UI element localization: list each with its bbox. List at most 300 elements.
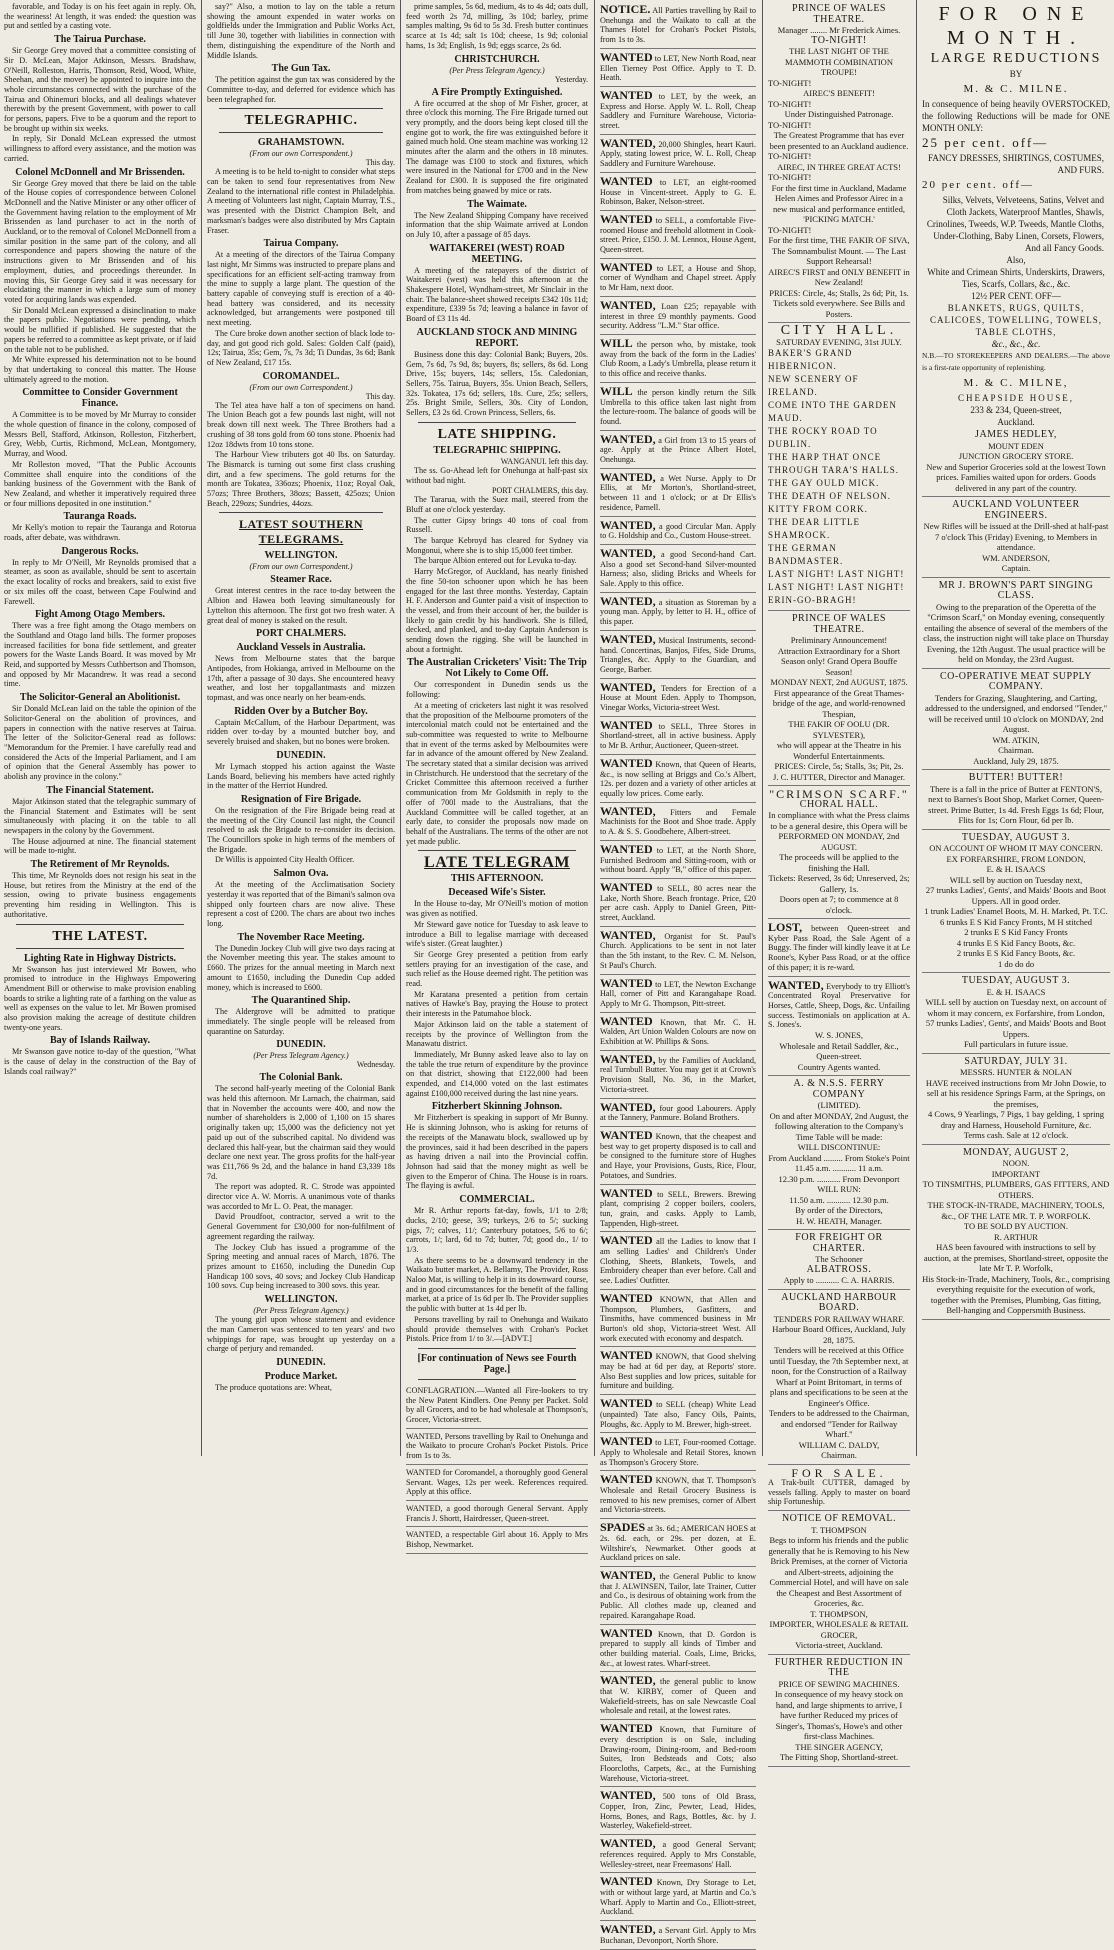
ad-head: WANTED, [600, 1922, 656, 1937]
section-heading-late-shipping: LATE SHIPPING. [437, 426, 557, 442]
ad-line: PRICES: Circle, 4s; Stalls, 2s 6d; Pit, 1s. Tickets sold everywhere. See Bills and Posters. [769, 287, 909, 319]
ad-head: WANTED [600, 879, 653, 894]
ad-line: TO TINSMITHS, PLUMBERS, GAS FITTERS, AND OTHERS. [922, 1179, 1110, 1200]
ad-head: WANTED, [600, 593, 656, 608]
display-ad-volunteer [922, 498, 1110, 578]
ad-head: WANTED [600, 1290, 653, 1305]
ad-line: Auckland. [997, 417, 1035, 427]
ad-body: the general public to know that W. KIRBY, corner of Queen and Wakefield-streets, has on sale Newcastle Coal wholesale and retail, at the lowest rates. [600, 1677, 757, 1716]
ad-line: Terms cash. Sale at 12 o'clock. [963, 1130, 1069, 1140]
ad-line: In compliance with what the Press claims to be a general desire, this Opera will be PERFORMED ON MONDAY, 2nd AUGUST. [768, 810, 910, 852]
ad-line: THE DEAR LITTLE SHAMROCK. [768, 517, 860, 540]
ad-head: WANTED [600, 841, 653, 856]
classified-ad [600, 1520, 756, 1567]
ad-line: 25 per cent. off— [922, 135, 1049, 150]
ad-line: BY [1009, 69, 1023, 79]
classified-ad [600, 718, 756, 755]
ad-head: WANTED, [600, 1099, 656, 1114]
article-paragraph: Mr Swanson gave notice to-day of the question, "What is the cause of delay in the construction of the Bay of Islands coal railway?" [4, 1047, 196, 1076]
ad-body: to LET, by the week, an Express and Horse. Apply W. L. Roll, Cheap Saddlery and Furniture Warehouse, Victoria-street. [600, 91, 756, 131]
classified-ad [600, 1626, 756, 1673]
ad-head: LOST, [768, 920, 803, 934]
ad-head: WANTED [600, 211, 653, 226]
ad-line: Victoria-street, Auckland. [795, 1640, 883, 1651]
display-ad-monday [922, 1146, 1110, 1320]
ad-body: Organist for St. Paul's Church. Applications to be sent in not later than the 5th instant, to the Rev. C. M. Nelson, St Paul's Church. [600, 931, 756, 970]
classified-ad [600, 260, 756, 297]
article-paragraph: Mr Rolleston moved, "That the Public Accounts Committee shall enquire into the conditions of the banking business of the Government with the Bank of New Zealand, and whether it imperatively required three or four millions deposited in one institution." [4, 459, 196, 508]
ad-line: Apply to ........... C. A. HARRIS. [783, 1275, 895, 1286]
column-2 [203, 0, 399, 1456]
divider [418, 850, 576, 851]
divider [16, 924, 184, 925]
ad-body: a good General Servant; references required. Apply to Mrs Constable, Wellesley-street, near Freemasons' Hall. [600, 1840, 756, 1869]
ad-head: WANTED, [600, 1568, 656, 1582]
ad-line: THE HARP THAT ONCE THROUGH TARA'S HALLS. [768, 452, 899, 475]
classified-ad [600, 1788, 756, 1835]
ad-title: CO-OPERATIVE MEAT SUPPLY COMPANY. [940, 670, 1092, 692]
ad-line: BLANKETS, RUGS, QUILTS, CALICOES, TOWELLING, TOWELS, TABLE CLOTHS, [929, 303, 1103, 337]
ad-line: 4 trunks E S Kid Fancy Boots, &c. [956, 937, 1076, 948]
classified-ad [600, 470, 756, 517]
classified-ad [600, 680, 756, 717]
ad-line: H. W. HEATH, Manager. [796, 1215, 882, 1226]
theatre-ad-prince-of-wales-2 [768, 612, 910, 786]
article-heading: A Fire Promptly Extinguished. [431, 86, 563, 98]
ad-line: 4 Cows, 9 Yearlings, 7 Pigs, 1 bay gelding, 1 spring dray and Harness, Household Furniture, &c. [928, 1109, 1104, 1130]
ad-body: the person kindly return the Silk Umbrella to this office taken last night from the lecture-room. The balance of goods will be found. [600, 387, 756, 426]
classified-ad [600, 1922, 756, 1949]
ad-body: Known, that D. Gordon is prepared to supply all kinds of Timber and other building material. Coals, Lime, Bricks, &c., at lowest rates. Wharf-street. [600, 1629, 757, 1668]
display-ad-tuesday2 [922, 974, 1110, 1054]
ad-line: 11.50 a.m. ........... 12.30 p.m. [789, 1194, 889, 1205]
article-heading: Ridden Over by a Butcher Boy. [234, 705, 368, 717]
ad-line: Doors open at 7; to commence at 8 o'clock. [779, 894, 899, 915]
ad-line: 6 trunks E S Kid Fancy Fronts, M H stitched [939, 916, 1093, 927]
ad-body: WANTED, Persons travelling by Rail to Onehunga and the Waikato to procure Crohan's Pocket Pistols. Price from 1s to 3s. [406, 1431, 588, 1461]
ad-line: 20 per cent. off— [922, 179, 1034, 191]
display-ad-saturday [922, 1055, 1110, 1145]
column-rule [594, 0, 595, 1456]
divider [219, 132, 383, 133]
ad-head: WANTED [600, 755, 653, 770]
classified-ad [600, 432, 756, 469]
ad-body: KNOWN, that T. Thompson's Wholesale and Retail Grocery Business is removed to his new premises, corner of Albert and Victoria-streets. [600, 1476, 756, 1515]
article-paragraph: Mr Karatana presented a petition from certain natives of Hawke's Bay, praying the House to protect their interests in the Patumahoe block. [406, 989, 588, 1019]
article-paragraph: Persons travelling by rail to Onehunga and Waikato should provide themselves with Crohan's Pocket Pistols. Price from 1/ to 3/.—[ADVT.] [406, 1314, 588, 1344]
ad-title: A. & N.S.S. FERRY COMPANY [793, 1078, 885, 1100]
article-paragraph: The Tel atea have half a ton of specimens on hand. The Union Beach got a few pounds last night, will not break down till next week. The Three Brothers had a crushing of 38 tons gold from 60 tons stone. Phoenix had 12oz 18dwts from 10 tons stone. [207, 400, 395, 449]
ad-line: THE DEATH OF NELSON. [768, 491, 891, 501]
article-paragraph: Business done this day: Colonial Bank; Buyers, 20s. Gem, 7s 6d, 7s 9d, 8s; buyers, 8s; sellers, 8s 6d. Long Drive, 15s; buyers, 14s; sellers, 15s. Caledonian, Sellers, 75s. Tairua, Buyers, 35s. Union Beach, Sellers, 32s. Tokatea, 17s 6d; sellers, 18s. Cure, 25s; sellers, 25s. Bright Smile, Sellers, 30s. City of London, Sellers, £3 2s 6d. Crown Princess, Sellers, 6s. [406, 349, 588, 418]
display-ad-tuesday [922, 831, 1110, 974]
article-heading: Fitzherbert Skinning Johnson. [431, 1101, 563, 1113]
article-paragraph: say?" Also, a motion to lay on the table a return showing the amount expended in water works on goldfields under the Immigration and Public Works Act, till June 30, together with liabilities in connection with them, distinguishing the expenditure of the North and Middle Islands. [207, 2, 395, 60]
classified-ad [406, 1528, 588, 1553]
ad-line: From Auckland ......... From Stoke's Point [768, 1152, 910, 1163]
article-paragraph: Mr Fitzherbert is speaking in support of Mr Bunny. He is skinning Johnson, who is asking for returns of the receipts of the Manawatu block, swallowed up by the provinces, said it had been described in the papers as having driven a nail into the Provincial coffin. Johnson had said that the money might as well be given to the Emperor of China. The House is in roars. The flaying is awful. [406, 1113, 588, 1191]
section-heading-telegraphic: TELEGRAPHIC. [244, 113, 358, 129]
classified-ad-lost [768, 920, 910, 977]
column-rule [400, 0, 401, 1456]
ad-title: PRINCE OF WALES THEATRE. [792, 613, 886, 635]
ad-line: ON ACCOUNT OF WHOM IT MAY CONCERN. [929, 843, 1103, 853]
ad-body: Known, that Furniture of every description is on Sale, including Drawing-room, Dining-room, and Bed-room Suites, Iron Bedsteads and Cots; also Floorcloths, Carpets, &c., at the Furnishing Warehouse, Victoria-street. [600, 1725, 756, 1783]
ad-line: Chairman. [998, 745, 1034, 755]
classified-ad [600, 1874, 756, 1921]
article-heading: AUCKLAND STOCK AND MINING REPORT. [416, 326, 578, 349]
ad-title: NOTICE OF REMOVAL. [781, 1513, 897, 1525]
classified-ad [600, 50, 756, 87]
ad-body: 20,000 Shingles, heart Kauri. Apply, stating lowest price, W. L. Roll, Cheap Saddlery and Furniture Warehouse. [600, 139, 756, 169]
ad-line: Chairman. [821, 1450, 857, 1461]
ad-line: WILLIAM C. DALDY, [798, 1439, 880, 1450]
ad-line: Country Agents wanted. [797, 1061, 881, 1072]
classified-ad [768, 978, 910, 1077]
ad-body: four good Labourers. Apply at the Tannery, Panmure. Boland Brothers. [600, 1103, 756, 1123]
ad-head: WANTED [600, 975, 653, 990]
ad-head: WANTED, [600, 631, 656, 646]
article-heading: Lighting Rate in Highway Districts. [24, 952, 176, 964]
ad-line: Under Distinguished Patronage. [784, 109, 894, 119]
ad-head: WANTED, [768, 977, 824, 992]
ad-head: WANTED [600, 87, 653, 102]
classified-ad [600, 1396, 756, 1433]
article-paragraph: Harry McGregor, of Auckland, has nearly finished the fine 50-ton schooner upon which he has been engaged for the last three months. Yesterday, Captain H. F. Anderson and Gunter paid a visit of inspection to the vessel, and from their account of her, the builder is likely to gain credit by his handiwork. She is filled, decked, and planked, and to-day Captain Anderson is sending down the rigging. She will be launched in about a fortnight. [406, 567, 588, 654]
ad-head: WANTED [600, 1233, 653, 1248]
ad-line: Harbour Board Offices, Auckland, July 28, 1875. [772, 1324, 906, 1345]
dateline-day: Wednesday. [356, 1060, 395, 1070]
ad-body: a situation as Storeman by a young man. Apply, by letter to H. H., office of this paper. [600, 597, 756, 627]
dateline: (From our own Correspondent.) [249, 149, 353, 159]
ad-head: WANTED [600, 259, 653, 274]
ad-body: KNOWN, that Good shelving may be had at 6d per day, at Reports' store. Also Best supplies and low prices, suitable for furniture and building. [600, 1352, 756, 1391]
article-heading: The Financial Statement. [46, 784, 154, 796]
article-paragraph: Immediately, Mr Bunny asked leave also to lay on the table the true return of expenditure by the province on that district, showing that £122,000 had been expended, and £14,000 voted on the last estimates against £100,000 received during the last nine years. [406, 1049, 588, 1098]
ad-line: On and after MONDAY, 2nd August, the following alteration to the Company's Time Table will be made: [769, 1110, 909, 1142]
ad-body: to LET, an eight-roomed House in Vincent-street. Apply to G. E. Robinson, Baker, Nelson-street. [600, 177, 756, 207]
ad-head: WANTED, [600, 1836, 656, 1851]
ad-line: THE SINGER AGENCY, [795, 1741, 883, 1752]
ad-body: the person who, by mistake, took away from the back of the form in the Ladies' Club Room, a Lady's Umbrella, please return it to this office and receive thanks. [600, 339, 757, 379]
ad-line: J. C. HUTTER, Director and Manager. [773, 771, 905, 782]
ad-line: NEW SCENERY OF IRELAND. [768, 374, 859, 397]
display-ad-brown [922, 579, 1110, 669]
classified-ad [600, 1673, 756, 1720]
article-heading: Colonel McDonnell and Mr Brissenden. [15, 166, 185, 178]
article-paragraph: The New Zealand Shipping Company have received information that the ship Waimate arrived at London on July 10, after a passage of 85 days. [406, 210, 588, 239]
article-heading: Steamer Race. [270, 574, 332, 586]
ad-title: MR J. BROWN'S PART SINGING CLASS. [938, 579, 1094, 601]
for-sale-ad [768, 1466, 910, 1512]
ad-head: WANTED [600, 1185, 653, 1200]
classified-ad [600, 756, 756, 803]
article-paragraph: Major Atkinson stated that the telegraphic summary of the Financial Statement and Estimates will be sent simultaneously with placing it on the table to all newspapers in the colony by the Government. [4, 796, 196, 835]
article-paragraph: A meeting of the ratepayers of the district of Waitakerei (west) was held this afternoon at the Shakespere Hotel, Wyndham-street, Mr Sinclair in the chair. The balance-sheet showed receipts £342 10s 11d; expenditure, £339 5s 7d; leaving a balance in favor of Board of £3 11s 4d. [406, 265, 588, 324]
ad-line: White and Crimean Shirts, Underskirts, Drawers, Ties, Scarfs, Collars, &c., &c. [927, 267, 1105, 289]
ad-body: to SELL, Three Stores in Shortland-street, all in active business. Apply to Mr B. Arthur, Auctioneer, Queen-street. [600, 721, 756, 751]
classified-ad [600, 1291, 756, 1348]
ad-head: WANTED [600, 1472, 653, 1487]
classified-ad [600, 880, 756, 927]
classified-ad [600, 1052, 756, 1099]
article-heading: The Gun Tax. [271, 63, 331, 75]
article-paragraph: Sir George Grey moved that there be laid on the table of the House copies of correspondence between Colonel McDonnell and the Native Minister or any other officer of the Government having relation to the employment of Mr Brissenden as land purchaser to act in the north of Auckland, or to the removal of Colonel McDonnell from a similar position in the same part of the colony, and all correspondence and papers showing the nature of the instructions given to Mr Brissenden and of his employment, duties, and proceedings thereunder. In moving this, Sir George Grey said it was necessary for elucidating the manner in which a large sum of money voted for acquiring lands was expended. [4, 178, 196, 304]
classified-ad [600, 804, 756, 841]
ad-line: HAS been favoured with instructions to sell by auction, at the premises, Shortland-street, opposite the late Mr T. P. Worfolk, [923, 1242, 1109, 1273]
ad-line: NOON. [1002, 1158, 1030, 1168]
ad-title: FURTHER REDUCTION IN THE [774, 1656, 904, 1679]
dateline-heading: DUNEDIN. [276, 1356, 326, 1368]
ad-body: at 3s. 6d.; AMERICAN HOES at 2s. 6d. each, or 29s. per dozen, at E. Wiltshire's, Newmarket. Other goods at Auckland prices on sale. [600, 1524, 757, 1563]
ad-line: JUNCTION GROCERY STORE. [958, 451, 1074, 461]
ad-body: to SELL, a comfortable Five-roomed House and freehold allotment in Cook-street. Price, £150. J. M. Lennox, House Agent, Queen-street. [600, 215, 757, 255]
article-heading: Salmon Ova. [273, 868, 329, 880]
classified-ad [600, 1348, 756, 1395]
classified-ad [600, 1434, 756, 1471]
article-paragraph: At the meeting of the Acclimatisation Society yesterday it was reported that of the Bimani's salmon ova shipped only fourteen chars are now alive. These represent a cost of £200. The chars are about two inches long. [207, 880, 395, 928]
ad-head: NOTICE. [600, 2, 651, 16]
article-paragraph: As there seems to be a downward tendency in the Waikato butter market, A. Bellamy, The Provider, Ross Naloo Mat, is willing to help it in its downward course, and in good circumstances for the benefit of the falling market, at a price of 1s 6d per lb. The Provider supplies the public with butter at 1s 4d per lb. [406, 1255, 588, 1314]
ad-line: E. & H. ISAACS [986, 864, 1046, 874]
article-paragraph: At a meeting of the directors of the Tairua Company last night, Mr Simms was instructed to prepare plans and specifications for an efficient self-acting tramway from the mine to supply a large plant. The question of the battery capable of conveying stuff is erection of a 40-head battery was considered, and its necessity acknowledged, but arrangements were postponed till next meeting. [207, 250, 395, 328]
classified-ad [406, 1466, 588, 1501]
classified-ad [406, 1502, 588, 1527]
divider [418, 422, 576, 423]
dateline-heading: WELLINGTON. [264, 550, 338, 562]
ad-body: between Queen-street and Kyber Pass Road, the Sale Agent of a Buggy. The finder will kindly leave it at Le Roone's, Kyber Pass Road, or at the office of this paper; it is re-ward. [768, 924, 910, 972]
classified-ad [600, 546, 756, 593]
classified-ad [600, 594, 756, 631]
ad-line: Tenders to be addressed to the Chairman, and endorsed "Tender for Railway Wharf." [768, 1408, 910, 1440]
ad-line: 12.30 p.m. ........... From Devonport [778, 1173, 900, 1184]
article-paragraph: There was a free fight among the Otago members on the Southland and Otago land bills. The former proposes increased facilities for bona fide settlement, and greater powers for the Waste Lands Board. It was moved by Mr Reid, and supported by Messrs Cuthbertson and Thomson, and opposed by Mr Macandrew. It was read a second time. [4, 621, 197, 689]
article-paragraph: The barque Albion entered out for Levuka to-day. [414, 556, 577, 566]
ad-line: The proceeds will be applied to the finishing the Hall. [779, 852, 899, 873]
article-paragraph: Mr White expressed his determination not to be bound by that undertaking to conceal this matter. The House ultimately agreed to the motion. [4, 355, 196, 384]
article-paragraph: Sir Donald McLean expressed a disinclination to make the papers public. Negotiations were pending, which would be nullified if published. He suggested that the papers be referred to a committee as kept private, or if laid on the table not to be published. [4, 305, 196, 354]
dateline-heading: WELLINGTON. [264, 1294, 338, 1306]
ad-line: SATURDAY EVENING, 31st JULY. [776, 336, 902, 347]
ad-head: WANTED [600, 173, 653, 188]
ad-body: to LET, at the North Shore, Furnished Bedroom and Sitting-room, with or without board. Apply "B," office of this paper. [600, 845, 756, 875]
article-heading: Committee to Consider Government Finance. [22, 387, 178, 410]
ad-head: WANTED, [600, 1788, 656, 1803]
ad-title: SATURDAY, JULY 31. [964, 1055, 1068, 1067]
dateline-day: This day. [365, 158, 395, 168]
article-paragraph: Sir George Grey presented a petition from early settlers praying for an investigation of the case, and such relief as the House deemed right. The petition was read. [406, 949, 588, 989]
article-paragraph: The Tararua, with the Suez mail, steered from the Bluff at one o'clock yesterday. [406, 495, 588, 514]
ad-line: WILL sell by auction on Tuesday next, [949, 874, 1083, 885]
ad-head: WANTED [600, 1434, 653, 1449]
ad-head: WANTED [600, 1013, 653, 1028]
ad-head: WANTED [600, 1127, 653, 1142]
ad-body: Known, Dry Storage to Let, with or without large yard, at Martin and Co.'s Wharf. Apply to Martin and Co., Elliott-street, Auckland. [600, 1878, 756, 1917]
ad-line: Wholesale and Retail Saddler, &c., [779, 1040, 899, 1051]
divider [418, 1348, 576, 1349]
ad-line: Begs to inform his friends and the public generally that he is Removing to his New Brick Premises, at the corner of Victoria and Albert-streets, adjoining the Commercial Hotel, and will have on sale the Cheapest and Best Assortment of Groceries, &c. [768, 1535, 910, 1609]
article-heading: TELEGRAPHIC SHIPPING. [433, 444, 561, 456]
ad-title: CITY HALL. [780, 323, 898, 338]
dateline-day: This day. [365, 391, 395, 401]
ad-line: ERIN-GO-BRAGH! [768, 595, 857, 605]
ad-head: WANTED, [600, 469, 656, 484]
column-1 [0, 0, 200, 1456]
ad-head: WANTED, [600, 1673, 656, 1688]
article-heading: Auckland Vessels in Australia. [236, 642, 366, 654]
ad-body: by the Families of Auckland, real Turnbull Butter. You may get it at Crown's Provision Stall, No. 36, in the Market, Victoria-street. [600, 1055, 756, 1094]
ad-head: WANTED, [600, 545, 656, 560]
ad-line: AIREC'S BENEFIT! [803, 88, 875, 98]
ad-line: BAKER'S GRAND HIBERNICON. [768, 348, 853, 371]
ad-line: The Fitting Shop, Shortland-street. [779, 1752, 899, 1763]
ad-line: IMPORTANT [991, 1168, 1041, 1179]
classified-ad [600, 2, 756, 49]
ad-line: First appearance of the Great Thames-bridge of the age, and world-renowned Thespian, [772, 687, 906, 719]
display-ad-butter [922, 771, 1110, 830]
ad-line: AIREC'S FIRST and ONLY BENEFIT in New Zealand! [768, 266, 910, 287]
ad-line: COME INTO THE GARDEN MAUD. [768, 400, 897, 423]
ferry-company-ad [768, 1077, 910, 1230]
ad-body: KNOWN, that Allen and Thompson, Plumbers, Gasfitters, and Tinsmiths, have commenced business in Mr Burton's old shop, Victoria-street West. All work executed with economy and despatch. [600, 1294, 757, 1343]
article-heading: Deceased Wife's Sister. [448, 887, 546, 899]
article-heading: WAITAKEREI (WEST) ROAD MEETING. [429, 242, 565, 265]
ad-line: CHEAPSIDE HOUSE, [957, 393, 1074, 403]
ad-title: MONDAY, AUGUST 2, [962, 1146, 1070, 1158]
dateline-heading: GRAHAMSTOWN. [257, 137, 345, 149]
ad-body: to SELL, 80 acres near the Lake, North Shore. Beach frontage. Price, £20 per acre cash. Apply to Daniel Green, Pitt-street, Auckland. [600, 883, 756, 923]
ad-head: WANTED, [600, 1051, 656, 1066]
ad-title: FOR SALE. [791, 1465, 887, 1480]
ad-body: to LET, New North Road, near Ellen Tierney Post Office. Apply to T. D. Heath. [600, 53, 757, 83]
article-heading: Resignation of Fire Brigade. [240, 793, 362, 805]
ad-title: FOR FREIGHT OR CHARTER. [795, 1232, 883, 1254]
classified-ad [600, 842, 756, 879]
article-paragraph: The produce quotations are: Wheat, [215, 1382, 332, 1392]
divider [219, 512, 383, 513]
article-paragraph: Dr Willis is appointed City Health Officer. [215, 855, 355, 865]
article-paragraph: On the resignation of the Fire Brigade being read at the meeting of the City Council last night, the Council resolved to ask the Brigade to re-consider its decision. The Councillors spoke in high terms of the members of the Brigade. [207, 805, 395, 854]
article-paragraph: The Cure broke down another section of black lode to-day, and got good rich gold. Sales: Golden Calf (paid), 12s; Tairua, 35s; Gem, 7s, 7s 3d; Ti Dundas, 3s 6d; Bank of New Zealand, £17 15s. [207, 328, 395, 367]
freight-ad [768, 1231, 910, 1290]
ad-line: His Stock-in-Trade, Machinery, Tools, &c., comprising everything requisite for the execution of work, together with the Premises, Plumbing, Gas fitting, Bell-hanging and Coppersmith Business. [922, 1273, 1110, 1315]
dateline-heading: CHRISTCHURCH. [454, 53, 540, 65]
ad-line: 2 trunks E S Kid Fancy Boots, &c. [956, 948, 1076, 958]
ad-body: Fitters and Female Machinists for the Boot and Shoe trade. Apply to A. & S. S. Goodbehere, Albert-street. [600, 807, 756, 837]
ad-line: Attraction Extraordinary for a Short Season only! Grand Opera Bouffe Season! [777, 645, 901, 677]
theatre-ad-city-hall [768, 324, 910, 611]
column-rule [762, 0, 763, 1456]
ad-head: WANTED [600, 49, 653, 64]
ad-body: to SELL, Brewers. Brewing plant, comprising 2 copper boilers, coolers, tun, grain, and casks. Apply to Lamb, Tappenden, High-street. [600, 1189, 756, 1228]
classified-ad [600, 384, 756, 431]
ad-head: WANTED, [600, 135, 656, 150]
ad-head: WANTED [600, 1874, 653, 1889]
ad-line: Captain. [1001, 563, 1031, 573]
ad-line: Queen-street. [816, 1051, 862, 1062]
ad-line: MAMMOTH COMBINATION TROUPE! [785, 56, 893, 77]
article-paragraph: Mr Kelly's motion to repair the Tauranga and Rotorua roads, after debate, was withdrawn. [4, 523, 196, 543]
ad-body: a Wet Nurse. Apply to Dr Ellis, at Mr Morton's, Shortland-street, between 11 and 1 o'clock; or at Dr Ellis's residence, Parnell. [600, 473, 757, 512]
article-paragraph: In reply, Sir Donald McLean expressed the utmost willingness to afford every assistance, and the motion was carried. [4, 134, 196, 163]
ad-line: TO BE SOLD BY AUCTION. [963, 1221, 1069, 1231]
divider [16, 948, 184, 949]
ad-line: TO-NIGHT! [768, 151, 812, 161]
classified-ad [600, 298, 756, 335]
ad-line: There is a fall in the price of Butter at FENTON'S, next to Barnes's Boot Shop, Market Corner, Queen-street. Prime Butter, 1s 4d. Fresh Eggs 1s 6d; Flour, Flits for 1s; Corn Flour, 6d per lb. [928, 783, 1104, 825]
ad-line: TO-NIGHT! [768, 77, 812, 88]
article-paragraph: In reply to Mr O'Neill, Mr Reynolds promised that a steamer, as soon as available, should be sent to ascertain the exact locality of rocks and breakers, said to exist five or six miles off the coast, between Cape Foulwind and Farewell. [4, 557, 196, 606]
ad-body: to LET, the Newton Exchange Hall, corner of Pitt and Karangahape Road. Apply to Mr G. Thompson, Pitt-street. [600, 979, 757, 1008]
ad-body: WANTED, a good thorough General Servant. Apply Francis J. Shortt, Hairdresser, Queen-street. [406, 1503, 588, 1523]
ad-line: 57 trunks Ladies', Gents', and Maids' Boots and Boot Uppers. [925, 1018, 1107, 1039]
classified-ad [600, 88, 756, 135]
right-classifieds [918, 428, 1114, 1320]
classified-ad [600, 1472, 756, 1519]
ad-line: LAST NIGHT! LAST NIGHT! [768, 582, 905, 592]
classified-ad [600, 1568, 756, 1625]
ad-line: R. ARTHUR [994, 1231, 1038, 1242]
ad-line: (LIMITED). [817, 1100, 861, 1111]
article-heading: The November Race Meeting. [237, 931, 365, 943]
ad-head: WANTED [600, 717, 653, 732]
ad-line: T. THOMPSON, [810, 1608, 868, 1619]
ad-line: who will appear at the Theatre in his Wonderful Entertainments. [776, 740, 902, 761]
article-paragraph: At a meeting of cricketers last night it was resolved that the proposition of the Melbourne promoters of the intercolonial match could not be entertained and the sub-committee was requested to write to Melbourne that in event of the terms asked by Melbournites were far in advance of the amount offered by New Zealand. The secretary stated that a similar decision was arrived in Christchurch. He understood that the secretary of the Cricket Committee this afternoon received a further communication from Mr Goldsmith in reply to the offer of 700l made to the Australians, that the Auckland Committee will be called together, at an early date, to consider the proposals now made on behalf of the Australians. The terms of the other are not yet made public. [406, 700, 588, 846]
ad-head: WILL [600, 383, 633, 398]
ad-body: 500 tons of Old Brass, Copper, Iron, Zinc, Pewter, Lead, Hides, Horns, Bones, and Rags, Bottles, &c. by J. Wasterley, Wakefield-street. [600, 1792, 757, 1831]
ad-line: TO-NIGHT! [768, 172, 812, 182]
ad-line: PRICES: Circle, 5s; Stalls, 3s; Pit, 2s. [774, 761, 904, 771]
ad-line: TO-NIGHT! [768, 119, 812, 130]
ad-title: TUESDAY, AUGUST 3. [961, 831, 1071, 843]
column-5 [764, 0, 914, 1763]
article-heading: Tauranga Roads. [63, 511, 137, 523]
ad-line: MONDAY NEXT, 2nd AUGUST, 1875. [770, 677, 908, 687]
ad-line: &c., &c., &c. [991, 339, 1041, 349]
milne-display-ad [918, 2, 1114, 428]
article-heading: The Retirement of Mr Reynolds. [30, 859, 170, 871]
ad-line: Full particulars in future issue. [963, 1039, 1069, 1049]
ad-line: 2 trunks E S Kid Fancy Fronts [964, 927, 1068, 937]
article-paragraph: David Proudfoot, contractor, served a writ to the General Government for £30,000 for non-fulfilment of agreement regarding the railway. [207, 1212, 395, 1241]
ad-line: 233 & 234, Queen-street, [970, 405, 1062, 415]
ad-line: 12½ PER CENT. OFF— [971, 291, 1061, 301]
ad-body: Everybody to try Elliott's Concentrated Royal Preservative for Horses, Cattle, Sheep, Dogs, &c. Unfailing success. Testimonials on application at A. S. Jones's. [768, 981, 910, 1030]
ad-body: to SELL (cheap) White Lead (unpainted) Tate also, Fancy Oils, Paints, Ploughs, &c. Apply to M. Brewer, high-street. [600, 1400, 756, 1429]
article-paragraph: The second half-yearly meeting of the Colonial Bank was held this afternoon. Mr Larnach, the chairman, said that in November the accounts were 400, and now the number of shareholders is 2,000 of 1,100 on 15 shares originally taken up; 15,000 was the deficiency not yet paid up out of the subscribed capital. No dividend was declared this half-year, but the chairman said they would declare one next year. The gross profits for the half-year was £11,766 9s 2d, and the balance in hand £3,339 18s 7d. [207, 1084, 395, 1181]
dateline-day: Yesterday. [554, 74, 588, 84]
article-paragraph: The report was adopted. R. C. Strode was appointed director vice A. W. Morris. A unanimous vote of thanks was accorded to Mr L. O. Peat, the manager. [207, 1182, 395, 1211]
ad-head: WANTED [600, 1721, 653, 1736]
classified-ad [600, 1233, 756, 1290]
ad-body: A Trak-built CUTTER, damaged by vessels falling. Apply to master on board ship Fortuneship. [768, 1478, 910, 1507]
ad-line: Auckland, July 29, 1875. [973, 755, 1059, 766]
ad-body: a good Circular Man. Apply to G. Holdship and Co., Custom House-street. [600, 521, 756, 541]
ad-body: a Servant Girl. Apply to Mrs Buchanan, Devonport, North Shore. [600, 1926, 756, 1945]
ad-line: MESSRS. HUNTER & NOLAN [960, 1067, 1072, 1077]
article-paragraph: Mr Swanson has just interviewed Mr Bowen, who promised to introduce in the Highways Empowering Amendment Bill or otherwise to make provision enabling boards to strike a lighting rate of a farthing on the value as well as expenses on the value to let. Mr Bowen promised also provision making the acreage of destitute children twenty-one years. [4, 964, 196, 1032]
ad-line: For the first time in Auckland, Madame Helen Aimes and Professor Airec in a new musical and performance entitled, 'PICKING MATCH.' [771, 182, 907, 224]
ad-head: WANTED [600, 1625, 653, 1640]
ad-line: Silks, Velvets, Velveteens, Satins, Velvet and Cloth Jackets, Waterproof Mantles, Shawls, Crinolines, Tweeds, W.P. Tweeds, Mantle Cloths, Under-Clothing, Baby Linen, Corsets, Flowers, And all Fancy Goods. [926, 195, 1104, 253]
ad-body: Known, that Queen of Hearts, &c., is now selling at Briggs and Co.'s Albert, 12s. per dozen and a variety of other articles at equally low prices. Come early. [600, 759, 756, 798]
article-paragraph: News from Melbourne states that the barque Antipodes, from Hokianga, arrived in Melbourne on the 17th, after a passage of 30 days. She encountered heavy weather, and lost her topgallantmasts and mizzen topmast, and was once nearly on her beam-ends. [207, 654, 395, 703]
continuation-note: [For continuation of News see Fourth Page.] [417, 1352, 577, 1375]
section-heading-southern: LATEST SOUTHERN TELEGRAMS. [238, 517, 364, 547]
article-paragraph: Mr Steward gave notice for Tuesday to ask leave to introduce a Bill to legalise marriage with deceased wife's sister. (Great laughter.) [406, 919, 588, 949]
ad-line: The Greatest Programme that has ever been presented to an Auckland audience. [769, 130, 909, 151]
